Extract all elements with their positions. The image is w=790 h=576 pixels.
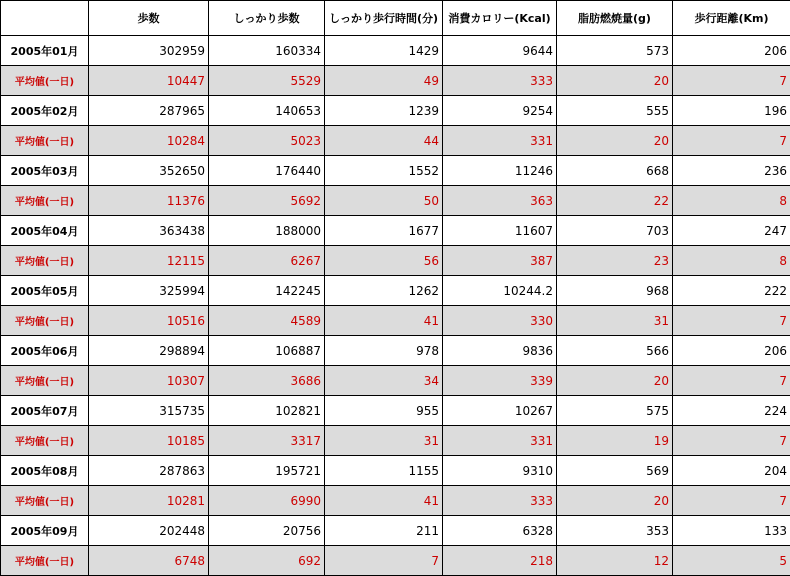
cell-calories: 6328 xyxy=(443,516,557,546)
avg-cell-fat-burned: 20 xyxy=(557,66,673,96)
header-row xyxy=(1,1,790,36)
avg-cell-distance: 7 xyxy=(673,366,790,396)
avg-cell-distance: 7 xyxy=(673,66,790,96)
header-steps: 歩数 xyxy=(89,1,209,36)
cell-fat-burned: 569 xyxy=(557,456,673,486)
cell-calories: 9254 xyxy=(443,96,557,126)
avg-cell-steps: 12115 xyxy=(89,246,209,276)
daily-average-row xyxy=(1,246,790,276)
avg-cell-brisk-walk-time: 49 xyxy=(325,66,443,96)
cell-brisk-steps: 142245 xyxy=(209,276,325,306)
avg-cell-brisk-steps: 5023 xyxy=(209,126,325,156)
avg-cell-brisk-walk-time: 50 xyxy=(325,186,443,216)
cell-distance: 196 xyxy=(673,96,790,126)
avg-cell-calories: 330 xyxy=(443,306,557,336)
cell-steps: 202448 xyxy=(89,516,209,546)
cell-steps: 298894 xyxy=(89,336,209,366)
daily-average-label: 平均値(一日) xyxy=(1,126,89,156)
cell-steps: 363438 xyxy=(89,216,209,246)
cell-brisk-steps: 176440 xyxy=(209,156,325,186)
month-label: 2005年09月 xyxy=(1,516,89,546)
cell-fat-burned: 353 xyxy=(557,516,673,546)
cell-fat-burned: 573 xyxy=(557,36,673,66)
daily-average-row xyxy=(1,306,790,336)
cell-brisk-walk-time: 978 xyxy=(325,336,443,366)
avg-cell-steps: 6748 xyxy=(89,546,209,576)
cell-calories: 11246 xyxy=(443,156,557,186)
avg-cell-fat-burned: 19 xyxy=(557,426,673,456)
cell-distance: 247 xyxy=(673,216,790,246)
header-brisk-steps: しっかり歩数 xyxy=(209,1,325,36)
cell-calories: 9644 xyxy=(443,36,557,66)
avg-cell-steps: 10447 xyxy=(89,66,209,96)
header-corner xyxy=(1,1,89,36)
month-label: 2005年06月 xyxy=(1,336,89,366)
month-row xyxy=(1,516,790,546)
month-row xyxy=(1,36,790,66)
avg-cell-brisk-steps: 5529 xyxy=(209,66,325,96)
avg-cell-distance: 8 xyxy=(673,186,790,216)
cell-brisk-walk-time: 1677 xyxy=(325,216,443,246)
daily-average-label: 平均値(一日) xyxy=(1,306,89,336)
table-body xyxy=(1,36,790,576)
month-row xyxy=(1,336,790,366)
avg-cell-fat-burned: 31 xyxy=(557,306,673,336)
cell-distance: 133 xyxy=(673,516,790,546)
cell-steps: 287965 xyxy=(89,96,209,126)
avg-cell-steps: 10284 xyxy=(89,126,209,156)
daily-average-label: 平均値(一日) xyxy=(1,186,89,216)
avg-cell-distance: 7 xyxy=(673,486,790,516)
avg-cell-steps: 11376 xyxy=(89,186,209,216)
cell-steps: 302959 xyxy=(89,36,209,66)
avg-cell-brisk-steps: 4589 xyxy=(209,306,325,336)
cell-steps: 287863 xyxy=(89,456,209,486)
avg-cell-brisk-walk-time: 44 xyxy=(325,126,443,156)
cell-brisk-steps: 195721 xyxy=(209,456,325,486)
avg-cell-calories: 339 xyxy=(443,366,557,396)
avg-cell-fat-burned: 20 xyxy=(557,126,673,156)
avg-cell-fat-burned: 12 xyxy=(557,546,673,576)
header-calories: 消費カロリー(Kcal) xyxy=(443,1,557,36)
header-fat-burned: 脂肪燃焼量(g) xyxy=(557,1,673,36)
month-row xyxy=(1,456,790,486)
avg-cell-brisk-steps: 6267 xyxy=(209,246,325,276)
daily-average-label: 平均値(一日) xyxy=(1,546,89,576)
cell-distance: 206 xyxy=(673,336,790,366)
avg-cell-fat-burned: 20 xyxy=(557,486,673,516)
daily-average-label: 平均値(一日) xyxy=(1,486,89,516)
avg-cell-distance: 7 xyxy=(673,306,790,336)
avg-cell-brisk-walk-time: 7 xyxy=(325,546,443,576)
cell-calories: 10267 xyxy=(443,396,557,426)
avg-cell-distance: 8 xyxy=(673,246,790,276)
cell-brisk-steps: 106887 xyxy=(209,336,325,366)
cell-brisk-walk-time: 1262 xyxy=(325,276,443,306)
daily-average-row xyxy=(1,426,790,456)
cell-brisk-walk-time: 1155 xyxy=(325,456,443,486)
month-label: 2005年07月 xyxy=(1,396,89,426)
month-row xyxy=(1,216,790,246)
daily-average-row xyxy=(1,186,790,216)
cell-calories: 9310 xyxy=(443,456,557,486)
avg-cell-fat-burned: 23 xyxy=(557,246,673,276)
cell-brisk-walk-time: 955 xyxy=(325,396,443,426)
cell-distance: 236 xyxy=(673,156,790,186)
month-label: 2005年02月 xyxy=(1,96,89,126)
month-label: 2005年08月 xyxy=(1,456,89,486)
month-label: 2005年01月 xyxy=(1,36,89,66)
header-distance: 歩行距離(Km) xyxy=(673,1,790,36)
avg-cell-steps: 10516 xyxy=(89,306,209,336)
cell-brisk-steps: 102821 xyxy=(209,396,325,426)
avg-cell-calories: 363 xyxy=(443,186,557,216)
cell-steps: 325994 xyxy=(89,276,209,306)
cell-fat-burned: 555 xyxy=(557,96,673,126)
avg-cell-distance: 7 xyxy=(673,426,790,456)
cell-brisk-steps: 20756 xyxy=(209,516,325,546)
month-label: 2005年05月 xyxy=(1,276,89,306)
avg-cell-brisk-steps: 5692 xyxy=(209,186,325,216)
cell-brisk-walk-time: 1239 xyxy=(325,96,443,126)
avg-cell-calories: 331 xyxy=(443,126,557,156)
cell-fat-burned: 566 xyxy=(557,336,673,366)
cell-brisk-steps: 140653 xyxy=(209,96,325,126)
daily-average-row xyxy=(1,126,790,156)
cell-brisk-walk-time: 211 xyxy=(325,516,443,546)
avg-cell-calories: 218 xyxy=(443,546,557,576)
cell-fat-burned: 575 xyxy=(557,396,673,426)
cell-calories: 10244.2 xyxy=(443,276,557,306)
cell-distance: 222 xyxy=(673,276,790,306)
avg-cell-brisk-walk-time: 34 xyxy=(325,366,443,396)
cell-steps: 315735 xyxy=(89,396,209,426)
month-label: 2005年04月 xyxy=(1,216,89,246)
cell-steps: 352650 xyxy=(89,156,209,186)
cell-calories: 11607 xyxy=(443,216,557,246)
avg-cell-calories: 387 xyxy=(443,246,557,276)
month-label: 2005年03月 xyxy=(1,156,89,186)
avg-cell-brisk-walk-time: 56 xyxy=(325,246,443,276)
daily-average-label: 平均値(一日) xyxy=(1,246,89,276)
cell-distance: 224 xyxy=(673,396,790,426)
avg-cell-steps: 10281 xyxy=(89,486,209,516)
avg-cell-steps: 10185 xyxy=(89,426,209,456)
cell-calories: 9836 xyxy=(443,336,557,366)
avg-cell-steps: 10307 xyxy=(89,366,209,396)
daily-average-row xyxy=(1,66,790,96)
avg-cell-brisk-walk-time: 41 xyxy=(325,306,443,336)
cell-fat-burned: 668 xyxy=(557,156,673,186)
cell-brisk-steps: 160334 xyxy=(209,36,325,66)
avg-cell-brisk-steps: 692 xyxy=(209,546,325,576)
cell-fat-burned: 703 xyxy=(557,216,673,246)
daily-average-label: 平均値(一日) xyxy=(1,66,89,96)
avg-cell-calories: 333 xyxy=(443,486,557,516)
avg-cell-distance: 7 xyxy=(673,126,790,156)
avg-cell-brisk-walk-time: 31 xyxy=(325,426,443,456)
cell-brisk-steps: 188000 xyxy=(209,216,325,246)
avg-cell-fat-burned: 20 xyxy=(557,366,673,396)
month-row xyxy=(1,156,790,186)
cell-brisk-walk-time: 1429 xyxy=(325,36,443,66)
avg-cell-calories: 331 xyxy=(443,426,557,456)
daily-average-row xyxy=(1,546,790,576)
avg-cell-calories: 333 xyxy=(443,66,557,96)
daily-average-label: 平均値(一日) xyxy=(1,426,89,456)
cell-distance: 204 xyxy=(673,456,790,486)
avg-cell-brisk-steps: 6990 xyxy=(209,486,325,516)
month-row xyxy=(1,96,790,126)
avg-cell-brisk-steps: 3686 xyxy=(209,366,325,396)
daily-average-row xyxy=(1,366,790,396)
avg-cell-distance: 5 xyxy=(673,546,790,576)
header-brisk-walk-time: しっかり歩行時間(分) xyxy=(325,1,443,36)
avg-cell-fat-burned: 22 xyxy=(557,186,673,216)
daily-average-row xyxy=(1,486,790,516)
cell-brisk-walk-time: 1552 xyxy=(325,156,443,186)
avg-cell-brisk-steps: 3317 xyxy=(209,426,325,456)
month-row xyxy=(1,276,790,306)
avg-cell-brisk-walk-time: 41 xyxy=(325,486,443,516)
month-row xyxy=(1,396,790,426)
cell-fat-burned: 968 xyxy=(557,276,673,306)
daily-average-label: 平均値(一日) xyxy=(1,366,89,396)
cell-distance: 206 xyxy=(673,36,790,66)
